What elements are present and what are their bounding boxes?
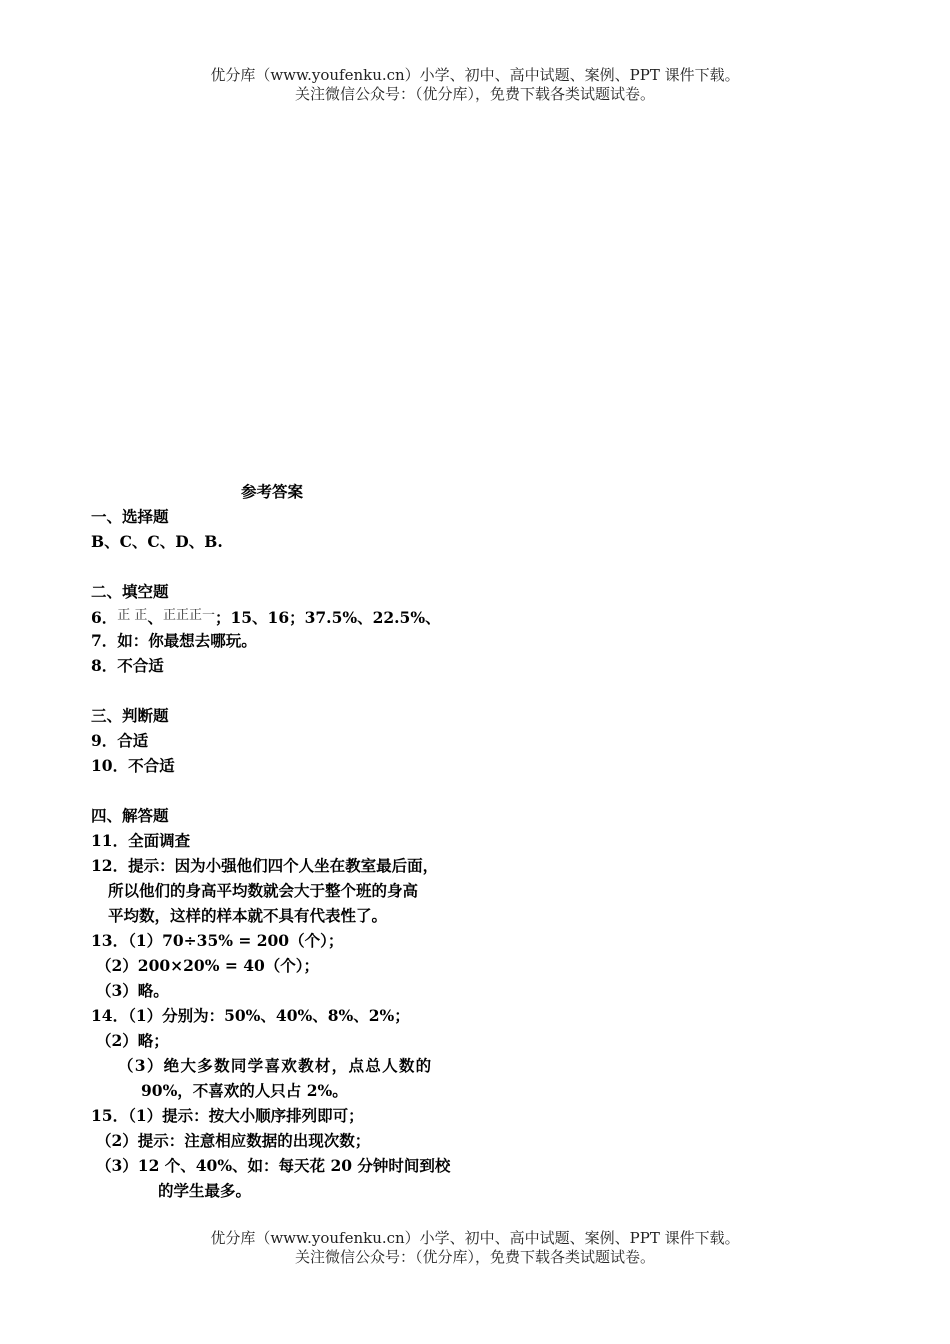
question-15-line-4: 的学生最多。	[158, 1181, 252, 1200]
question-15-line-3: （3）12 个、40%、如：每天花 20 分钟时间到校	[96, 1156, 451, 1175]
header-line-2: 关注微信公众号：（优分库），免费下载各类试题试卷。	[294, 85, 655, 103]
q6-tally-1: 正 正	[117, 608, 148, 623]
question-14-line-2: （2）略；	[96, 1031, 169, 1050]
question-9: 9．合适	[91, 731, 149, 750]
question-13-line-1: 13．（1）70÷35% = 200（个）；	[91, 931, 344, 950]
q6-rest: ；15、16；37.5%、22.5%、	[214, 608, 441, 627]
question-10: 10．不合适	[91, 756, 175, 775]
section-4-heading: 四、解答题	[91, 806, 169, 825]
question-13-line-3: （3）略。	[96, 981, 169, 1000]
section-1-answers: B、C、C、D、B.	[91, 532, 223, 551]
q6-number: 6．	[91, 608, 118, 627]
question-8: 8．不合适	[91, 656, 164, 675]
q6-tally-2: 正正正一	[162, 608, 215, 623]
answers-title: 参考答案	[241, 482, 304, 501]
page-header	[0, 66, 950, 104]
page-footer	[0, 1229, 950, 1267]
question-11: 11．全面调查	[91, 831, 191, 850]
header-line-1: 优分库（www.youfenku.cn）小学、初中、高中试题、案例、PPT 课件下载。	[210, 66, 740, 84]
footer-line-1: 优分库（www.youfenku.cn）小学、初中、高中试题、案例、PPT 课件下载。	[210, 1229, 740, 1247]
question-14-line-4: 90%，不喜欢的人只占 2%。	[141, 1081, 348, 1100]
question-12-line-3: 平均数，这样的样本就不具有代表性了。	[108, 906, 388, 925]
q6-separator: 、	[147, 608, 163, 627]
question-7: 7．如：你最想去哪玩。	[91, 631, 257, 650]
question-14-line-3: （3）绝大多数同学喜欢教材，点总人数的	[118, 1056, 433, 1075]
question-12-line-1: 12．提示：因为小强他们四个人坐在教室最后面，	[91, 856, 439, 875]
question-12-line-2: 所以他们的身高平均数就会大于整个班的身高	[108, 881, 419, 900]
section-2-heading: 二、填空题	[91, 582, 169, 601]
section-1-heading: 一、选择题	[91, 507, 169, 526]
question-15-line-2: （2）提示：注意相应数据的出现次数；	[96, 1131, 371, 1150]
question-13-line-2: （2）200×20% = 40（个）；	[96, 956, 320, 975]
section-3-heading: 三、判断题	[91, 706, 169, 725]
question-14-line-1: 14．（1）分别为：50%、40%、8%、2%；	[91, 1006, 410, 1025]
question-6	[91, 608, 441, 630]
question-15-line-1: 15．（1）提示：按大小顺序排列即可；	[91, 1106, 364, 1125]
footer-line-2: 关注微信公众号：（优分库），免费下载各类试题试卷。	[294, 1248, 655, 1266]
